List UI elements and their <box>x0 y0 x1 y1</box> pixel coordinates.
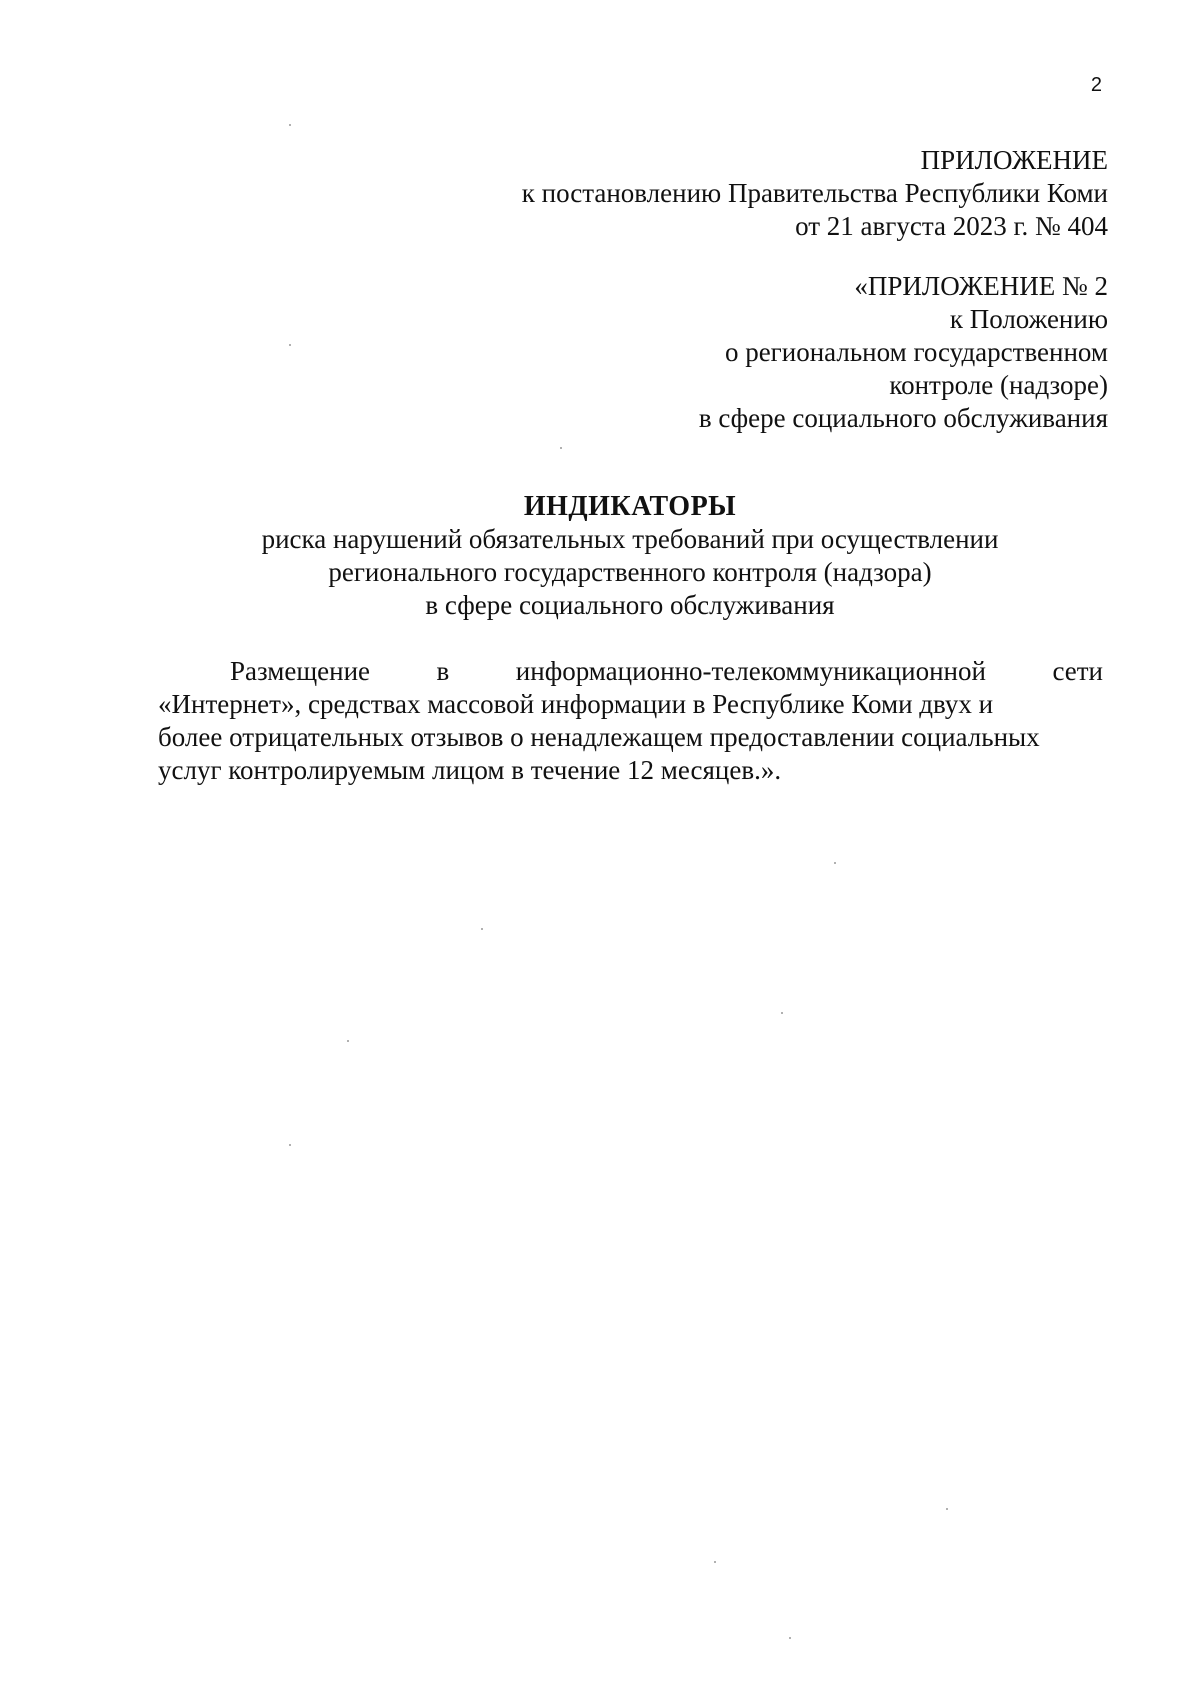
document-title-block <box>0 490 1200 622</box>
title-line-4: в сфере социального обслуживания <box>425 590 835 620</box>
appendix-2-header <box>699 270 1108 435</box>
appendix-resolution-reference: к постановлению Правительства Республики Коми <box>521 178 1108 208</box>
appendix-2-line-5: в сфере социального обслуживания <box>698 403 1108 433</box>
scan-speck <box>781 1012 783 1014</box>
scan-speck <box>560 447 562 449</box>
body-line-2: «Интернет», средствах массовой информации в Республике Коми двух и <box>158 689 994 719</box>
appendix-2-line-2: к Положению <box>949 304 1108 334</box>
scan-speck <box>289 1144 291 1146</box>
body-line-3: более отрицательных отзывов о ненадлежащем предоставлении социальных <box>158 722 1040 752</box>
body-line-1 <box>158 655 1103 688</box>
appendix-2-label: «ПРИЛОЖЕНИЕ № 2 <box>854 271 1108 301</box>
body-word-2: в <box>436 656 450 686</box>
body-line-4: услуг контролируемым лицом в течение 12 месяцев.». <box>158 755 782 785</box>
page-number: 2 <box>1090 74 1102 96</box>
scan-speck <box>347 1040 349 1042</box>
body-word-1: Размещение <box>230 656 371 686</box>
title-line-3: регионального государственного контроля (надзора) <box>328 557 932 587</box>
appendix-label: ПРИЛОЖЕНИЕ <box>920 145 1108 175</box>
scan-speck <box>946 1508 948 1510</box>
scan-speck <box>789 1637 791 1639</box>
scan-speck <box>834 862 836 864</box>
appendix-date-number: от 21 августа 2023 г. № 404 <box>795 211 1108 241</box>
scan-speck <box>289 124 291 126</box>
body-word-4: сети <box>1052 656 1103 686</box>
appendix-2-line-3: о региональном государственном <box>724 337 1108 367</box>
body-paragraph <box>158 655 1103 787</box>
appendix-2-line-4: контроле (надзоре) <box>889 370 1108 400</box>
scan-speck <box>714 1561 716 1563</box>
scan-speck <box>481 928 483 930</box>
appendix-header <box>522 144 1108 243</box>
document-heading: ИНДИКАТОРЫ <box>523 491 737 522</box>
scan-speck <box>289 344 291 346</box>
title-line-2: риска нарушений обязательных требований при осуществлении <box>261 524 999 554</box>
body-word-3: информационно-телекоммуникационной <box>515 656 986 686</box>
